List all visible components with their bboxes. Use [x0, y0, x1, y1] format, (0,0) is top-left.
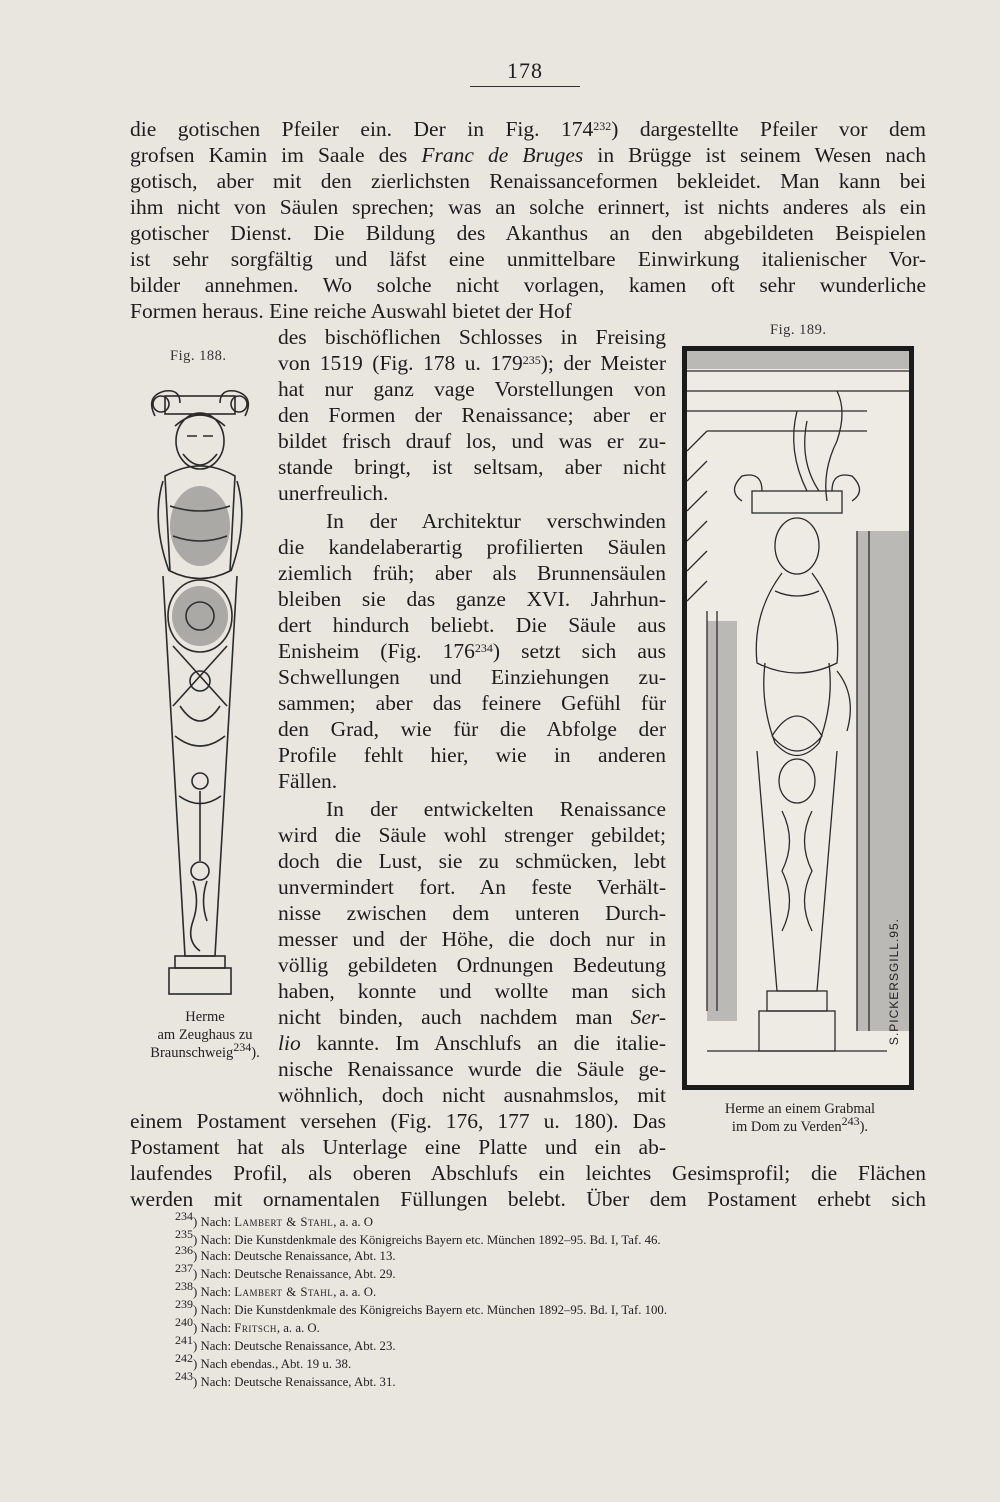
text-line: Formen heraus. Eine reiche Auswahl bietet der Hof [130, 299, 572, 323]
text-line: des bischöflichen Schlosses in Freising [278, 325, 666, 349]
text-line: stande bringt, ist seltsam, aber nicht [278, 455, 666, 479]
text-line: messer und der Höhe, die doch nur in [278, 927, 666, 951]
figure-188-caption: Herme am Zeughaus zu Braunschweig$^{234}$). [150, 1009, 260, 1061]
text-line: die gotischen Pfeiler ein. Der in Fig. $174^{232}$) dargestellte Pfeiler vor dem [130, 117, 926, 141]
figure-189-caption: Herme an einem Grabmal im Dom zu Verden$^{243}$). [724, 1101, 876, 1135]
footnote: $^{238}$) Nach: Lambert & Stahl, a. a. O. [175, 1279, 377, 1299]
text-line: ziemlich früh; aber als Brunnensäulen [278, 561, 666, 585]
figure-189-label: Fig. 189. [770, 322, 827, 338]
figure-189-herm-illustration [682, 346, 914, 1090]
footnote: $^{234}$) Nach: Lambert & Stahl, a. a. O [175, 1209, 374, 1229]
text-line: sammen; aber das feinere Gefühl für [278, 691, 666, 715]
text-line: doch die Lust, sie zu schmücken, lebt [278, 849, 666, 873]
text-line: dert hindurch beliebt. Die Säule aus [278, 613, 666, 637]
text-line: nische Renaissance wurde die Säule ge- [278, 1057, 666, 1081]
text-line: lio kannte. Im Anschlufs an die italie- [278, 1031, 666, 1055]
text-line: nisse zwischen dem unteren Durch- [278, 901, 666, 925]
text-line: Enisheim (Fig. $176^{234}$) setzt sich aus [278, 639, 666, 663]
text-line: ihm nicht von Säulen sprechen; was an solche erinnert, ist nichts anderes als ein [130, 195, 926, 219]
text-line: unerfreulich. [278, 481, 389, 505]
text-line: haben, konnte und wollte man sich [278, 979, 666, 1003]
text-line: den Formen der Renaissance; aber er [278, 403, 666, 427]
text-line: Profile fehlt hier, wie in anderen [278, 743, 666, 767]
text-line: bildet frisch drauf los, und was er zu- [278, 429, 666, 453]
text-line: laufendes Profil, als oberen Abschlufs ein leichtes Gesimsprofil; die Flächen [130, 1161, 926, 1185]
artist-signature: S.PICKERSGILL.95. [887, 917, 901, 1045]
footnote: $^{241}$) Nach: Deutsche Renaissance, Abt. 23. [175, 1333, 396, 1353]
page-number: 178 [470, 58, 580, 87]
figure-188-herm-illustration [135, 376, 265, 1001]
text-line: wird die Säule wohl strenger gebildet; [278, 823, 666, 847]
italic-name: Franc de Bruges [421, 143, 584, 167]
text-line: In der Architektur verschwinden [326, 509, 666, 533]
footnote: $^{243}$) Nach: Deutsche Renaissance, Abt. 31. [175, 1369, 396, 1389]
footnote: $^{236}$) Nach: Deutsche Renaissance, Abt. 13. [175, 1243, 396, 1263]
footnote-ref: 232 [593, 119, 612, 133]
text-line: Schwellungen und Einziehungen zu- [278, 665, 666, 689]
footnote-ref: 235 [522, 353, 541, 367]
text-line: einem Postament versehen (Fig. 176, 177 u. 180). Das [130, 1109, 666, 1133]
text-line: völlig gebildeten Ordnungen Bedeutung [278, 953, 666, 977]
herm-tomb-engraving-icon [687, 351, 909, 1085]
text-line: hat nur ganz vage Vorstellungen von [278, 377, 666, 401]
text-line: gotischer Dienst. Die Bildung des Akanthus an den abgebildeten Beispielen [130, 221, 926, 245]
footnote-ref: 234 [474, 641, 493, 655]
text-line: Fällen. [278, 769, 338, 793]
footnote: $^{237}$) Nach: Deutsche Renaissance, Abt. 29. [175, 1261, 396, 1281]
footnote: $^{235}$) Nach: Die Kunstdenkmale des Königreichs Bayern etc. München 1892–95. Bd. I, Taf. 46. [175, 1227, 661, 1247]
text-line: von 1519 (Fig. 178 u. $179^{235}$); der Meister [278, 351, 667, 375]
text-line: den Grad, wie für die Abfolge der [278, 717, 666, 741]
text-line: gotisch, aber mit den zierlichsten Renaissanceformen bekleidet. Man kann bei [130, 169, 926, 193]
text-line: In der entwickelten Renaissance [326, 797, 666, 821]
text-line: nicht binden, auch nachdem man Ser- [278, 1005, 666, 1029]
text-line: die kandelaberartig profilierten Säulen [278, 535, 666, 559]
text-line: grofsen Kamin im Saale des Franc de Bruges in Brügge ist seinem Wesen nach [130, 143, 926, 167]
text-line: ist sehr sorgfältig und läfst eine unmittelbare Einwirkung italienischer Vor- [130, 247, 926, 271]
footnote: $^{239}$) Nach: Die Kunstdenkmale des Königreichs Bayern etc. München 1892–95. Bd. I, Taf. 100. [175, 1297, 668, 1317]
herm-engraving-icon [135, 376, 265, 1001]
figure-188-label: Fig. 188. [170, 348, 227, 364]
text-line: bleiben sie das ganze XVI. Jahrhun- [278, 587, 666, 611]
footnote: $^{242}$) Nach ebendas., Abt. 19 u. 38. [175, 1351, 352, 1371]
text-line: bilder annehmen. Wo solche nicht vorlagen, kamen oft sehr wunderliche [130, 273, 926, 297]
text-line: unvermindert fort. An feste Verhält- [278, 875, 666, 899]
footnote: $^{240}$) Nach: Fritsch, a. a. O. [175, 1315, 320, 1335]
text-line: Postament hat als Unterlage eine Platte und ein ab- [130, 1135, 666, 1159]
text-line: werden mit ornamentalen Füllungen belebt. Über dem Postament erhebt sich [130, 1187, 926, 1211]
text-line: wöhnlich, doch nicht ausnahmslos, mit [278, 1083, 666, 1107]
